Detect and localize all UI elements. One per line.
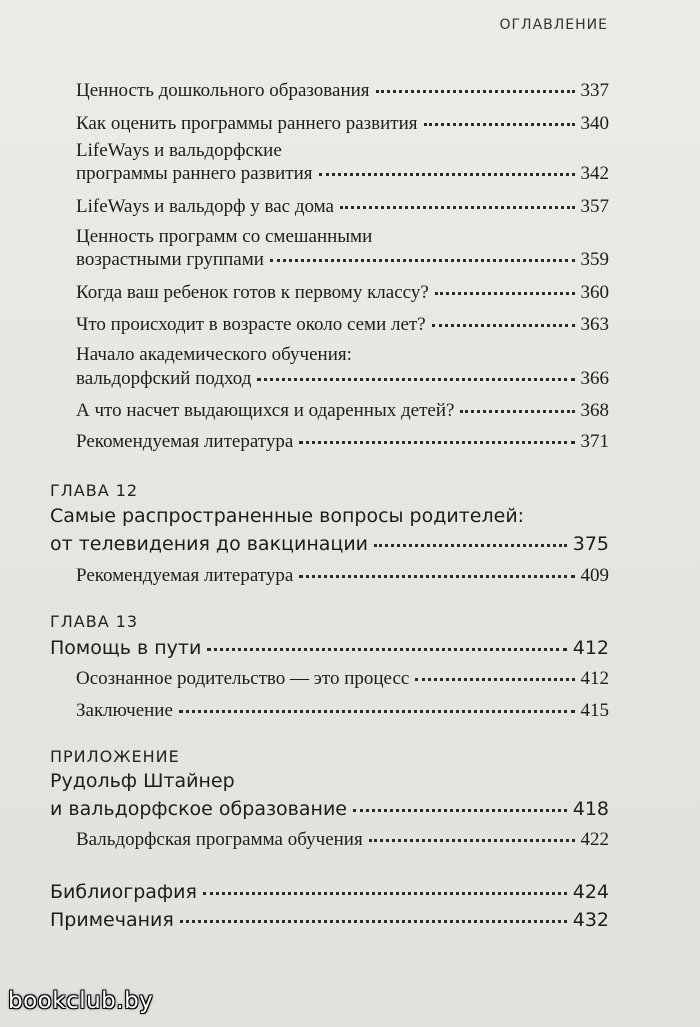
leader-dots	[460, 409, 574, 413]
entry-page: 342	[580, 163, 609, 184]
toc-entry	[76, 368, 609, 390]
chapter-label: ГЛАВА 13	[50, 612, 139, 631]
leader-dots	[369, 838, 575, 842]
entry-title: Примечания	[50, 909, 174, 931]
entry-title: А что насчет выдающихся и одаренных детей?	[76, 400, 455, 421]
leader-dots	[203, 891, 567, 895]
appendix-title: и вальдорфское образование	[50, 798, 347, 820]
leader-dots	[424, 122, 575, 126]
toc-entry	[76, 163, 609, 185]
appendix-entry	[50, 798, 609, 820]
chapter-title: от телевидения до вакцинации	[50, 533, 369, 555]
entry-title: Библиография	[50, 881, 197, 903]
entry-page: 366	[580, 368, 609, 389]
leader-dots	[340, 205, 575, 209]
entry-page: 422	[580, 829, 609, 850]
entry-title: Как оценить программы раннего развития	[76, 113, 418, 134]
entry-title-line1: Ценность программ со смешанными	[76, 226, 373, 247]
entry-page: 337	[580, 80, 609, 101]
entry-title: программы раннего развития	[76, 163, 313, 184]
leader-dots	[374, 543, 567, 547]
toc-entry	[76, 400, 609, 422]
entry-page: 375	[572, 533, 609, 555]
entry-page: 360	[580, 282, 609, 303]
entry-title: Ценность дошкольного образования	[76, 80, 370, 101]
entry-title-line1: Начало академического обучения:	[76, 344, 352, 365]
leader-dots	[353, 808, 567, 812]
entry-title: Вальдорфская программа обучения	[76, 829, 363, 850]
toc-entry	[76, 431, 609, 453]
toc-entry	[76, 314, 609, 336]
entry-page: 363	[580, 314, 609, 335]
appendix-title-line1: Рудольф Штайнер	[50, 770, 235, 792]
entry-page: 371	[580, 431, 609, 452]
leader-dots	[415, 677, 574, 681]
entry-title: Заключение	[76, 700, 173, 721]
entry-page: 418	[572, 798, 609, 820]
leader-dots	[257, 377, 574, 381]
leader-dots	[319, 172, 575, 176]
leader-dots	[207, 647, 566, 651]
leader-dots	[435, 291, 575, 295]
leader-dots	[432, 323, 575, 327]
entry-page: 409	[580, 565, 609, 586]
leader-dots	[180, 919, 567, 923]
entry-page: 415	[580, 700, 609, 721]
entry-title: Когда ваш ребенок готов к первому классу?	[76, 282, 429, 303]
entry-title: Что происходит в возрасте около семи лет?	[76, 314, 426, 335]
toc-entry	[76, 249, 609, 271]
leader-dots	[270, 258, 575, 262]
entry-title: вальдорфский подход	[76, 368, 252, 389]
end-matter-entry	[50, 909, 609, 931]
entry-page: 412	[572, 637, 609, 659]
chapter-label: ГЛАВА 12	[50, 481, 139, 500]
chapter-entry	[50, 533, 609, 555]
chapter-entry	[50, 637, 609, 659]
entry-title: LifeWays и вальдорф у вас дома	[76, 196, 334, 217]
toc-entry	[76, 829, 609, 851]
entry-title: возрастными группами	[76, 249, 264, 270]
toc-entry	[76, 113, 609, 135]
entry-page: 412	[580, 668, 609, 689]
entry-page: 368	[580, 400, 609, 421]
entry-title: Рекомендуемая литература	[76, 431, 294, 452]
toc-entry	[76, 282, 609, 304]
entry-page: 432	[572, 909, 609, 931]
toc-entry	[76, 196, 609, 218]
toc-entry	[76, 668, 609, 690]
entry-page: 340	[580, 113, 609, 134]
watermark: bookclub.by	[8, 988, 154, 1014]
chapter-title-line1: Самые распространенные вопросы родителей:	[50, 505, 525, 527]
entry-page: 359	[580, 249, 609, 270]
leader-dots	[299, 574, 574, 578]
leader-dots	[179, 709, 575, 713]
toc-entry	[76, 565, 609, 587]
entry-page: 424	[572, 881, 609, 903]
entry-title-line1: LifeWays и вальдорфские	[76, 140, 282, 161]
entry-title: Рекомендуемая литература	[76, 565, 294, 586]
entry-page: 357	[580, 196, 609, 217]
running-head: ОГЛАВЛЕНИЕ	[499, 17, 608, 33]
chapter-title: Помощь в пути	[50, 637, 202, 659]
leader-dots	[299, 440, 574, 444]
end-matter-entry	[50, 881, 609, 903]
toc-entry	[76, 700, 609, 722]
leader-dots	[376, 89, 575, 93]
appendix-label: ПРИЛОЖЕНИЕ	[50, 747, 180, 766]
entry-title: Осознанное родительство — это процесс	[76, 668, 410, 689]
toc-entry	[76, 80, 609, 102]
